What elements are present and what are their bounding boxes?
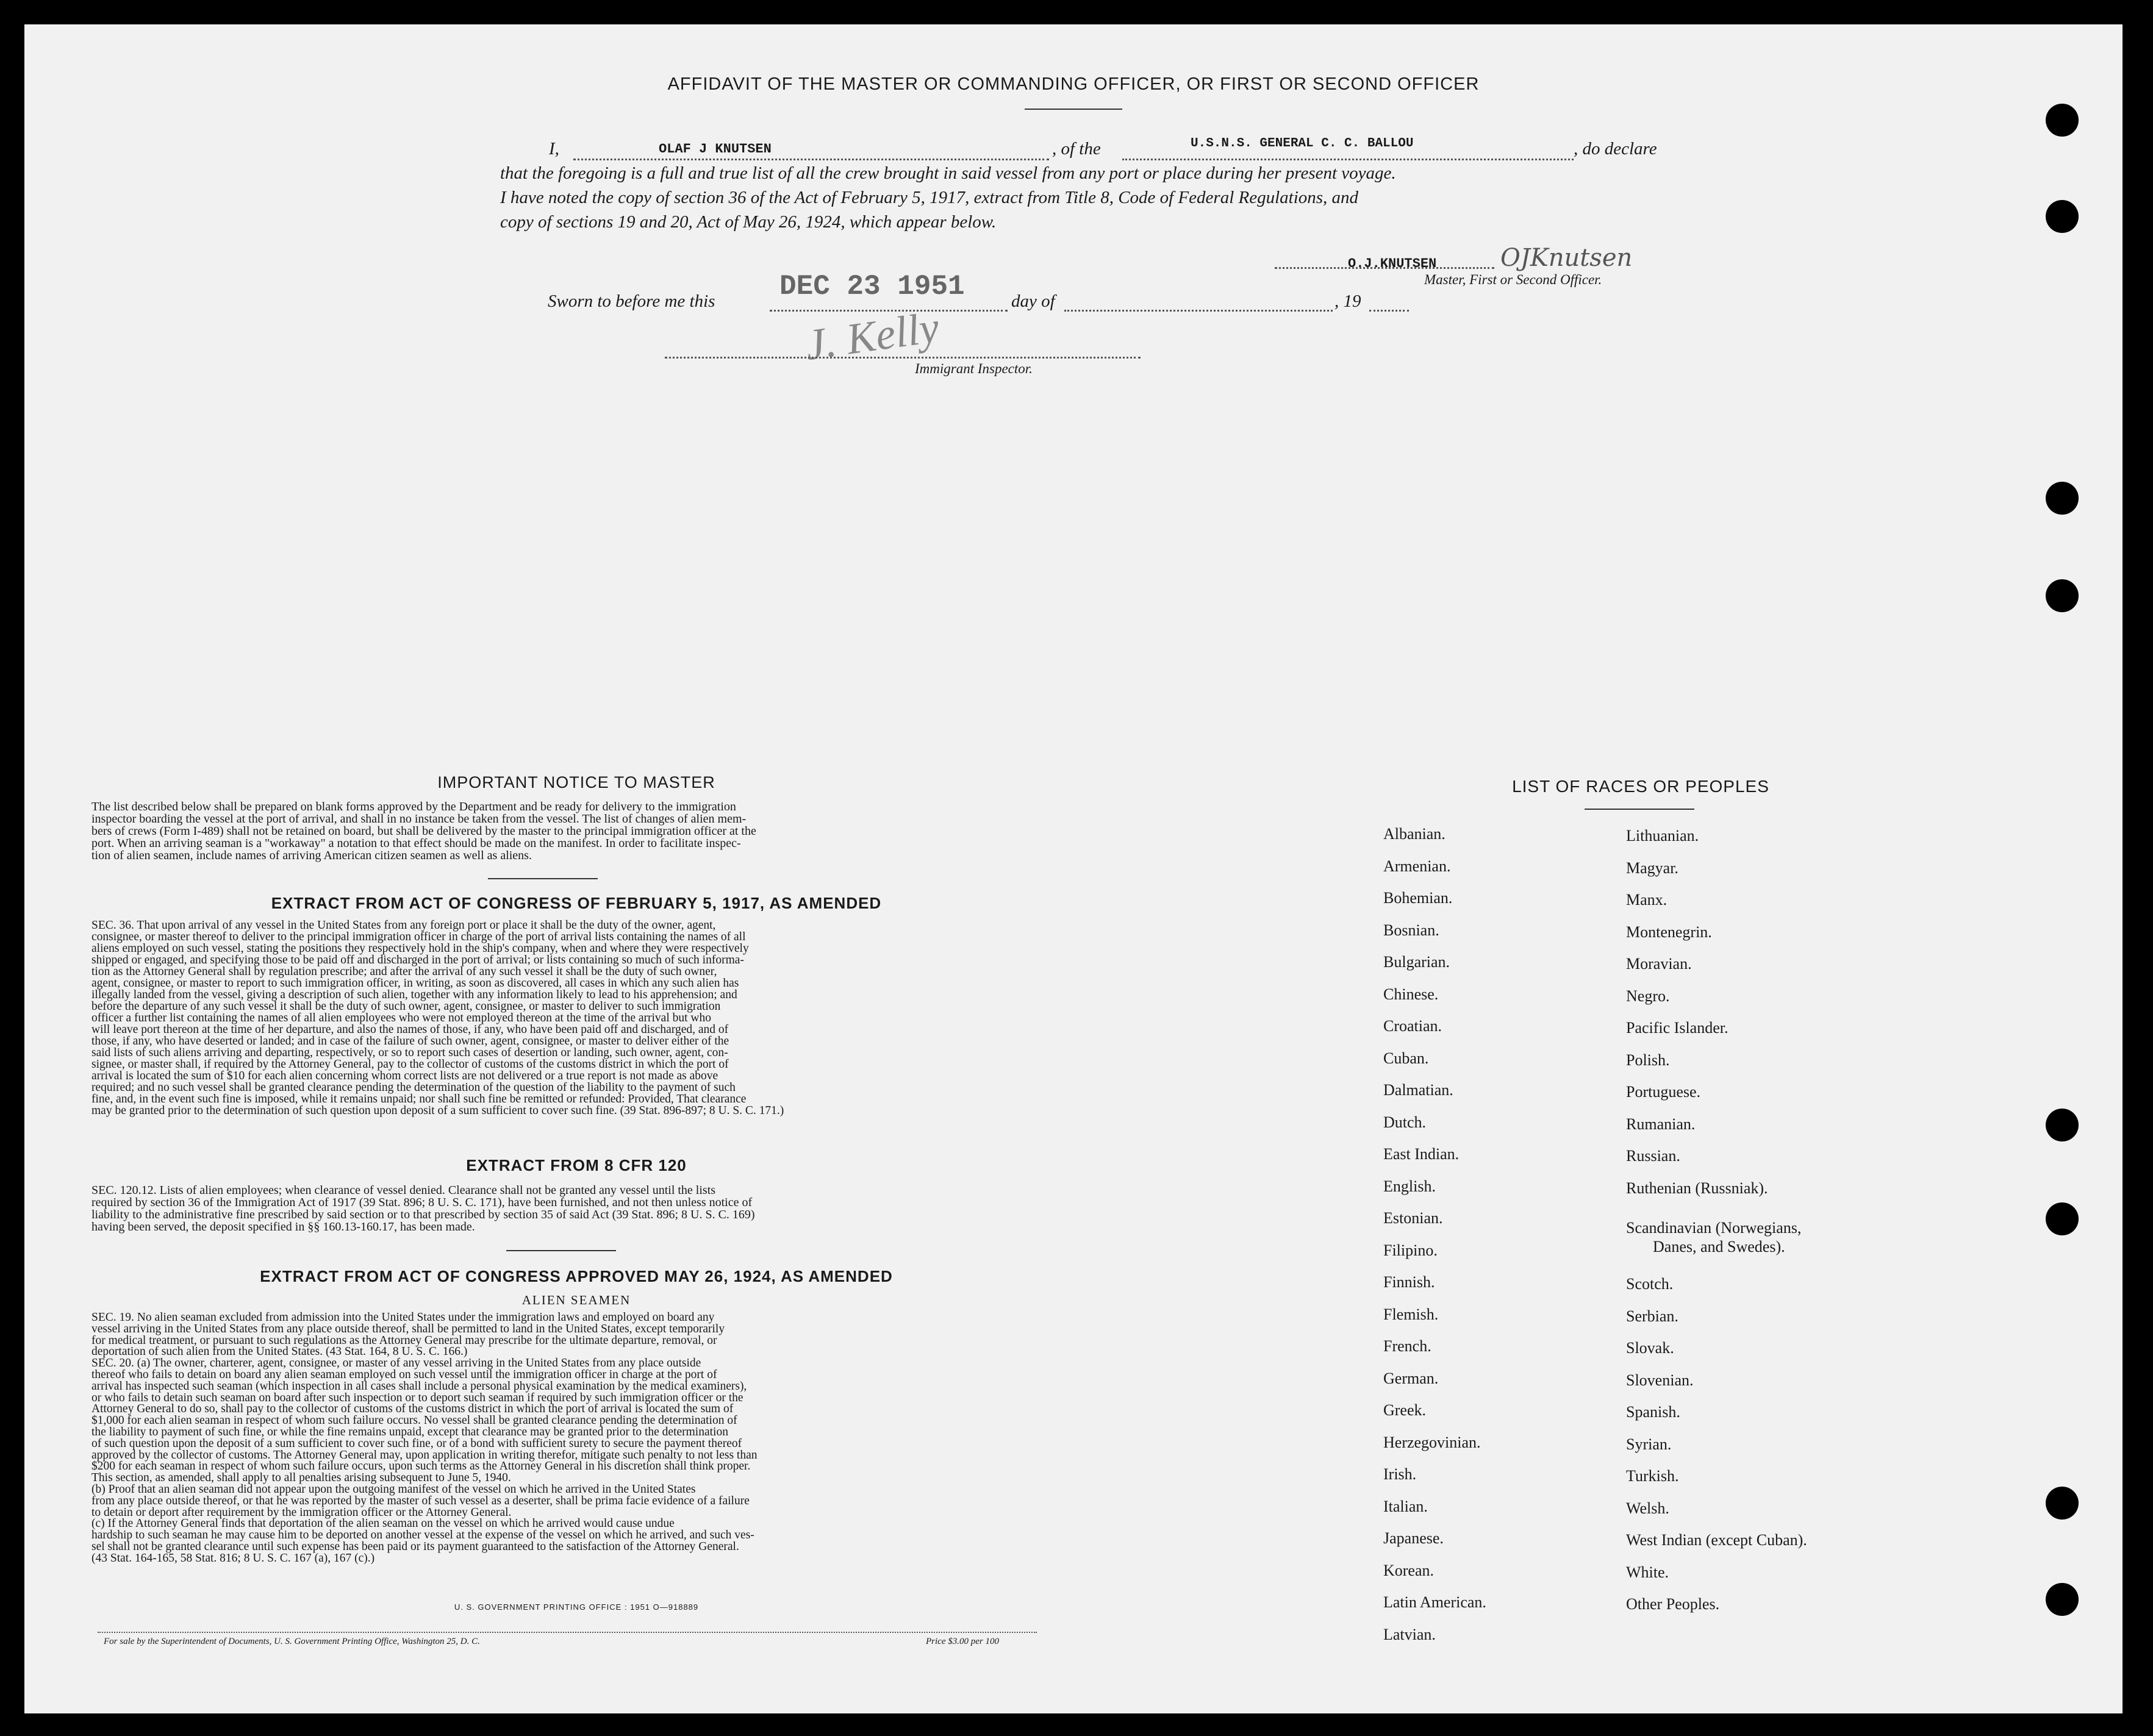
extract-line: SEC. 36. That upon arrival of any vessel in the United States from any foreign port or place it shall be the duty of the owner, agent,	[91, 919, 716, 932]
extract-line: $200 for each seaman in respect of whom such failure occurs, upon such terms as the Attorney General in his discretion shall think proper.	[91, 1460, 751, 1473]
extract-line: to detain or deport after requirement by the immigration officer or the Attorney General.	[91, 1506, 512, 1519]
punch-hole	[2046, 1487, 2079, 1520]
extract-line: illegally landed from the vessel, giving a description of such alien, together with any information likely to lead to his apprehension; and	[91, 988, 737, 1001]
form-page	[24, 24, 2123, 1713]
race-left: Japanese.	[1383, 1529, 1444, 1547]
race-right: Polish.	[1626, 1051, 1670, 1069]
vessel-stamp: U.S.N.S. GENERAL C. C. BALLOU	[1191, 137, 1414, 151]
race-left: Cuban.	[1383, 1049, 1429, 1067]
race-right: Rumanian.	[1626, 1115, 1696, 1133]
extract-line: for medical treatment, or pursuant to such regulations as the Attorney General may prescribe for the ultimate departure, removal, or	[91, 1334, 717, 1347]
vessel-line	[1122, 159, 1574, 160]
extract-line: hardship to such seaman he may cause him to be deported on another vessel at the expense of the vessel on which he arrived, and such ves-	[91, 1529, 754, 1542]
race-left: Bulgarian.	[1383, 953, 1450, 971]
race-left: Armenian.	[1383, 857, 1451, 875]
footer-line	[98, 1632, 1037, 1633]
race-left: Filipino.	[1383, 1241, 1438, 1259]
race-right: Montenegrin.	[1626, 923, 1712, 941]
race-right: Magyar.	[1626, 859, 1678, 877]
extract-line: approved by the collector of customs. The Attorney General may, upon application in writing therefor, mitigate such penalty to not less than	[91, 1448, 758, 1462]
race-left: Finnish.	[1383, 1273, 1435, 1291]
extract-line: those, if any, who have deserted or landed; and in case of the failure of such owner, agent, consignee, or master to deliver either of the	[91, 1035, 729, 1048]
extract-line: consignee, or master thereof to deliver to the principal immigration officer in charge of the port of arrival lists containing the names of all	[91, 931, 746, 943]
extract-1917-text	[91, 920, 1012, 1116]
year-text: , 19	[1334, 291, 1361, 311]
races-title: LIST OF RACES OR PEOPLES	[1512, 777, 1769, 796]
punch-hole	[2046, 200, 2079, 233]
extract-1917-title: EXTRACT FROM ACT OF CONGRESS OF FEBRUARY 5, 1917, AS AMENDED	[271, 894, 882, 912]
inspector-signature: J. Kelly	[802, 302, 942, 370]
race-left: Croatian.	[1383, 1017, 1442, 1035]
notice-text	[91, 801, 1012, 862]
race-right: Slovenian.	[1626, 1371, 1694, 1389]
for-sale-note: For sale by the Superintendent of Documents, U. S. Government Printing Office, Washington 25, D. C.	[104, 1637, 480, 1646]
race-left: East Indian.	[1383, 1145, 1460, 1163]
race-right: Portuguese.	[1626, 1083, 1701, 1101]
extract-line: SEC. 19. No alien seaman excluded from admission into the United States under the immigration laws and employed on board any	[91, 1311, 715, 1324]
extract-line: the liability to payment of such fine, or while the fine remains unpaid, except that clearance may be granted prior to the determination	[91, 1425, 728, 1438]
race-left: Herzegovinian.	[1383, 1434, 1481, 1451]
race-right: Ruthenian (Russniak).	[1626, 1179, 1768, 1197]
race-left: Latvian.	[1383, 1626, 1436, 1643]
race-left: Latin American.	[1383, 1593, 1486, 1611]
extract-line: liability to the administrative fine prescribed by said section or to that prescribed by section 35 of said Act (39 Stat. 896; 8 U. S. C. 169)	[91, 1208, 755, 1221]
race-left: French.	[1383, 1337, 1431, 1355]
notice-line: port. When an arriving seaman is a "workaway" a notation to that effect should be made on the manifest. In order to facilitate inspec-	[91, 837, 741, 850]
race-right: Syrian.	[1626, 1435, 1672, 1453]
year-line	[1369, 310, 1409, 312]
extract-line: fine, and, in the event such fine is imposed, while it remains unpaid; nor shall such fine be remitted or refunded: Provided, That clearance	[91, 1093, 747, 1106]
race-right: Lithuanian.	[1626, 827, 1699, 845]
extract-line: of such question upon the deposit of a sum sufficient to cover such fine, or of a bond with sufficient surety to secure the payment thereof	[91, 1437, 742, 1450]
race-right: Slovak.	[1626, 1339, 1674, 1357]
price-note: Price $3.00 per 100	[926, 1637, 999, 1646]
do-declare-text: , do declare	[1574, 139, 1657, 159]
race-left: Italian.	[1383, 1498, 1428, 1515]
affidavit-i: I,	[549, 139, 559, 159]
signature-stamp: O.J.KNUTSEN	[1348, 256, 1437, 271]
race-right: Negro.	[1626, 987, 1670, 1005]
race-left: Chinese.	[1383, 985, 1439, 1003]
title-rule	[1025, 109, 1122, 110]
extract-line: may be granted prior to the determination of such question upon deposit of a sum sufficient to cover such fine. (39 Stat. 896-897; 8 U. S. C. 171.)	[91, 1104, 784, 1117]
race-left: Irish.	[1383, 1465, 1417, 1483]
race-left: Bohemian.	[1383, 889, 1453, 907]
extract-line: or who fails to detain such seaman on board after such inspection or to deport such seaman if required by such immigration officer or the	[91, 1391, 743, 1404]
punch-hole	[2046, 104, 2079, 137]
race-right: Other Peoples.	[1626, 1595, 1720, 1613]
extract-1924-title: EXTRACT FROM ACT OF CONGRESS APPROVED MAY 26, 1924, AS AMENDED	[260, 1267, 893, 1285]
race-right: Welsh.	[1626, 1499, 1669, 1517]
notice-line: bers of crews (Form I-489) shall not be retained on board, but shall be delivered by the master to the principal immigration officer at the	[91, 824, 756, 838]
race-left: Estonian.	[1383, 1209, 1443, 1227]
extract-8cfr-title: EXTRACT FROM 8 CFR 120	[466, 1156, 687, 1174]
notice-title: IMPORTANT NOTICE TO MASTER	[437, 773, 715, 791]
extract-line: aliens employed on such vessel, stating the positions they respectively hold in the ship's company, when and where they were respectively	[91, 942, 749, 955]
race-left: English.	[1383, 1177, 1436, 1195]
extract-line: arrival has inspected such seaman (which inspection in all cases shall include a personal physical examination by the medical examiners),	[91, 1379, 747, 1393]
notice-line: tion of alien seamen, include names of arriving American citizen seamen as well as aliens.	[91, 849, 532, 862]
punch-hole	[2046, 1202, 2079, 1235]
race-right: West Indian (except Cuban).	[1626, 1531, 1807, 1549]
date-stamp: DEC 23 1951	[779, 271, 965, 302]
races-rule	[1585, 809, 1694, 810]
affidavit-body-4: copy of sections 19 and 20, Act of May 26, 1924, which appear below.	[500, 212, 997, 232]
extract-line: (b) Proof that an alien seaman did not appear upon the outgoing manifest of the vessel on which he arrived in the United States	[91, 1482, 696, 1496]
affidavit-body-2: that the foregoing is a full and true list of all the crew brought in said vessel from any port or place during her present voyage.	[500, 163, 1396, 183]
race-left: Albanian.	[1383, 825, 1445, 843]
race-left: Flemish.	[1383, 1306, 1439, 1323]
of-the-text: , of the	[1052, 139, 1101, 159]
extract-line: SEC. 120.12. Lists of alien employees; when clearance of vessel denied. Clearance shall not be granted any vessel until the lists	[91, 1184, 716, 1197]
race-right: White.	[1626, 1563, 1669, 1581]
race-right: Serbian.	[1626, 1307, 1678, 1325]
race-right: Spanish.	[1626, 1403, 1680, 1421]
race-left: Korean.	[1383, 1562, 1435, 1579]
race-left: Greek.	[1383, 1401, 1427, 1419]
extract-8cfr-text	[91, 1184, 1012, 1233]
extract-line: vessel arriving in the United States from any place outside thereof, shall be permitted to land in the United States, except temporarily	[91, 1322, 725, 1335]
extract-line: (c) If the Attorney General finds that deportation of the alien seaman on the vessel on which he arrived would cause undue	[91, 1517, 675, 1531]
race-right: Turkish.	[1626, 1467, 1679, 1485]
extract-line: (43 Stat. 164-165, 58 Stat. 816; 8 U. S. C. 167 (a), 167 (c).)	[91, 1551, 375, 1565]
extract-line: This section, as amended, shall apply to all penalties arising subsequent to June 5, 1940.	[91, 1471, 511, 1485]
extract-line: SEC. 20. (a) The owner, charterer, agent, consignee, or master of any vessel arriving in the United States from any place outside	[91, 1357, 701, 1370]
race-right: Manx.	[1626, 891, 1668, 909]
punch-hole	[2046, 1583, 2079, 1616]
extract-1924-text	[91, 1312, 1012, 1565]
extract-line: before the departure of any such vessel it shall be the duty of such owner, agent, consignee, or master to deliver to such immigration	[91, 1000, 721, 1013]
extract-line: officer a further list containing the names of all alien employees who were not employed thereon at the time of the arrival but who	[91, 1012, 712, 1024]
inspector-label: Immigrant Inspector.	[915, 361, 1033, 376]
extract-line: required; and no such vessel shall be granted clearance pending the determination of the question of the liability to the payment of such	[91, 1081, 736, 1094]
day-of-text: day of	[1011, 291, 1055, 311]
name-line	[573, 159, 1049, 160]
extract-line: sel shall not be granted clearance until such expense has been paid or its payment guaranteed to the satisfaction of the Attorney General.	[91, 1540, 739, 1553]
affidavit-title: AFFIDAVIT OF THE MASTER OR COMMANDING OFFICER, OR FIRST OR SECOND OFFICER	[667, 74, 1480, 94]
gpo-imprint: U. S. GOVERNMENT PRINTING OFFICE : 1951 O—918889	[454, 1602, 699, 1612]
notice-rule	[488, 878, 598, 879]
race-left: Bosnian.	[1383, 921, 1439, 939]
extract-line: said lists of such aliens arriving and departing, respectively, or so to report such cases of desertion or landing, such owner, agent, con-	[91, 1046, 728, 1059]
extract-line: required by section 36 of the Immigration Act of 1917 (39 Stat. 896; 8 U. S. C. 171), have been furnished, and not then unless notice of	[91, 1196, 753, 1209]
race-left: German.	[1383, 1370, 1439, 1387]
race-right: Scotch.	[1626, 1275, 1674, 1293]
extract-line: Attorney General to do so, shall pay to the collector of customs of the customs district in which the port of arrival is located the sum of	[91, 1402, 734, 1416]
race-right: Moravian.	[1626, 955, 1692, 973]
notice-line: inspector boarding the vessel at the port of arrival, and shall in no instance be taken from the vessel. The list of changes of alien mem-	[91, 812, 747, 826]
race-left: Dalmatian.	[1383, 1081, 1453, 1099]
race-left: Dutch.	[1383, 1113, 1427, 1131]
extract-line: tion as the Attorney General shall by regulation prescribe; and after the arrival of any such vessel it shall be the duty of such owner,	[91, 965, 717, 978]
extract-line: from any place outside thereof, or that he was reported by the master of such vessel as a deserter, shall be prima facie evidence of a failure	[91, 1494, 750, 1507]
master-label: Master, First or Second Officer.	[1424, 272, 1602, 287]
extract-line: agent, consignee, or master to report to such immigration officer, in writing, as soon as discovered, all cases in which any such alien has	[91, 977, 739, 990]
extract-line: will leave port thereon at the time of her departure, and also the names of those, if any, who have been paid off and discharged, and of	[91, 1023, 729, 1036]
name-stamp: OLAF J KNUTSEN	[659, 141, 772, 157]
race-right: Pacific Islander.	[1626, 1019, 1728, 1037]
extract-line: arrival is located the sum of $10 for each alien concerning whom correct lists are not delivered or a true report is not made as above	[91, 1070, 718, 1082]
affidavit-body-3: I have noted the copy of section 36 of the Act of February 5, 1917, extract from Title 8, Code of Federal Regulations, and	[500, 188, 1359, 207]
master-signature: OJKnutsen	[1500, 244, 1633, 272]
race-right: Russian.	[1626, 1147, 1680, 1165]
extract-line: shipped or engaged, and specifying those to be paid off and discharged in the port of arrival; or lists containing so much of such informa-	[91, 954, 744, 966]
notice-line: The list described below shall be prepared on blank forms approved by the Department and be ready for delivery to the immigration	[91, 800, 736, 813]
race-right: Scandinavian (Norwegians,	[1626, 1219, 1802, 1237]
extract-line: thereof who fails to detain on board any alien seaman employed on such vessel until the immigration officer in charge at the port of	[91, 1368, 717, 1381]
extract-line: $1,000 for each alien seaman in respect of whom such failure occurs. No vessel shall be granted clearance pending the determination of	[91, 1414, 737, 1427]
sworn-text: Sworn to before me this	[548, 291, 715, 311]
punch-hole	[2046, 482, 2079, 515]
month-line	[1064, 310, 1333, 312]
punch-hole	[2046, 1109, 2079, 1141]
extract-line: signee, or master shall, if required by the Attorney General, pay to the collector of customs of the customs district in which the port of	[91, 1058, 729, 1071]
alien-seamen-subtitle: ALIEN SEAMEN	[521, 1293, 631, 1307]
inspector-line	[665, 357, 1141, 359]
extract-line: deportation of such alien from the United States. (43 Stat. 164, 8 U. S. C. 166.)	[91, 1345, 468, 1359]
cfr-rule	[506, 1250, 616, 1251]
punch-hole	[2046, 579, 2079, 612]
extract-line: having been served, the deposit specified in §§ 160.13-160.17, has been made.	[91, 1220, 475, 1234]
race-right: Danes, and Swedes).	[1653, 1238, 1785, 1256]
